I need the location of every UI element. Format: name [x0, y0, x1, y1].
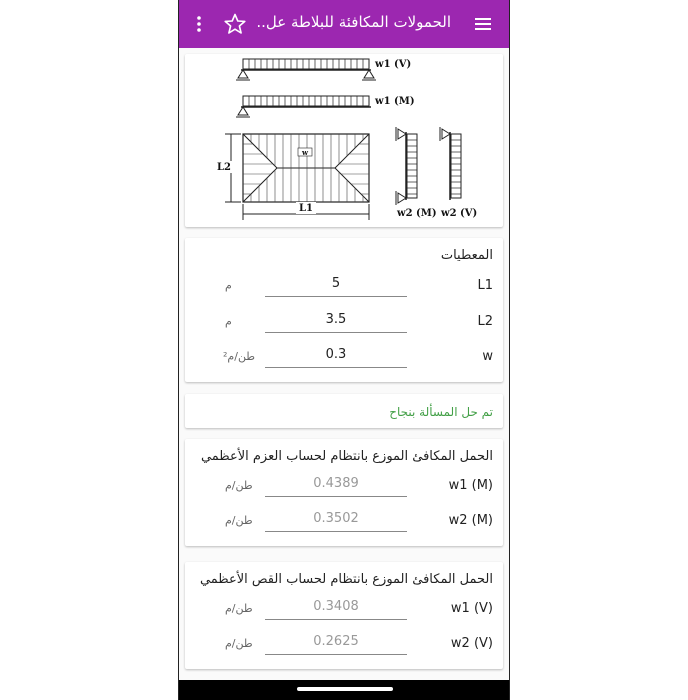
result-row-w1m	[185, 474, 503, 500]
shear-results-card	[185, 562, 503, 669]
beam-w1v-diagram	[236, 59, 376, 80]
inputs-title: المعطيات	[440, 248, 493, 263]
w1v-label: w1 (V)	[450, 601, 493, 616]
w2v-label: w2 (V)	[450, 636, 493, 651]
status-message: تم حل المسألة بنجاح	[389, 405, 493, 419]
w2m-output: 0.3502	[265, 509, 407, 532]
l1-label: L1	[477, 278, 493, 293]
content-scroll[interactable]	[179, 48, 509, 680]
phone-screen	[178, 0, 510, 700]
w1v-output: 0.3408	[265, 597, 407, 620]
slab-diagram-card	[185, 54, 503, 227]
shear-title: الحمل المكافئ الموزع بانتظام لحساب القص الأعظمي	[199, 572, 493, 587]
l2-input[interactable]: 3.5	[265, 310, 407, 333]
more-vert-icon[interactable]	[187, 12, 211, 36]
page-title: الحمولات المكافئة للبلاطة عل..	[256, 13, 451, 31]
w1m-unit: طن/م	[225, 479, 253, 492]
input-row-l1	[185, 274, 503, 300]
label-w1v: w1 (V)	[375, 59, 412, 70]
moment-title: الحمل المكافئ الموزع بانتظام لحساب العزم الأعظمي	[200, 449, 493, 464]
beam-w1m-diagram	[236, 96, 371, 117]
label-w2m: w2 (M)	[397, 208, 437, 219]
w2m-unit: طن/م	[225, 514, 253, 527]
menu-icon[interactable]	[471, 12, 495, 36]
result-row-w2v	[185, 632, 503, 658]
label-w2v: w2 (V)	[441, 208, 478, 219]
system-nav-bar	[179, 680, 509, 700]
beam-w2m-diagram	[396, 127, 417, 205]
label-w1m: w1 (M)	[375, 96, 415, 107]
label-w: w	[301, 148, 309, 157]
moment-results-card	[185, 439, 503, 546]
w2m-label: w2 (M)	[448, 513, 493, 528]
app-bar	[179, 0, 509, 48]
beam-w2v-diagram	[440, 127, 461, 200]
w1m-output: 0.4389	[265, 474, 407, 497]
w-input[interactable]: 0.3	[265, 345, 407, 368]
result-row-w1v	[185, 597, 503, 623]
l2-unit: م	[225, 315, 232, 328]
label-l1: L1	[299, 203, 313, 214]
star-outline-icon[interactable]	[223, 12, 247, 36]
l1-input[interactable]: 5	[265, 274, 407, 297]
inputs-card	[185, 238, 503, 382]
w1m-label: w1 (M)	[448, 478, 493, 493]
slab-plan	[243, 134, 369, 202]
l2-label: L2	[477, 314, 493, 329]
home-gesture-pill[interactable]	[297, 687, 393, 691]
result-row-w2m	[185, 509, 503, 535]
l1-unit: م	[225, 279, 232, 292]
status-card	[185, 394, 503, 428]
label-l2: L2	[217, 162, 231, 173]
input-row-l2	[185, 310, 503, 336]
w-unit: طن/م²	[223, 350, 256, 363]
w2v-unit: طن/م	[225, 637, 253, 650]
w2v-output: 0.2625	[265, 632, 407, 655]
w1v-unit: طن/م	[225, 602, 253, 615]
input-row-w	[185, 345, 503, 371]
slab-diagram	[185, 54, 503, 227]
w-label: w	[482, 349, 493, 364]
